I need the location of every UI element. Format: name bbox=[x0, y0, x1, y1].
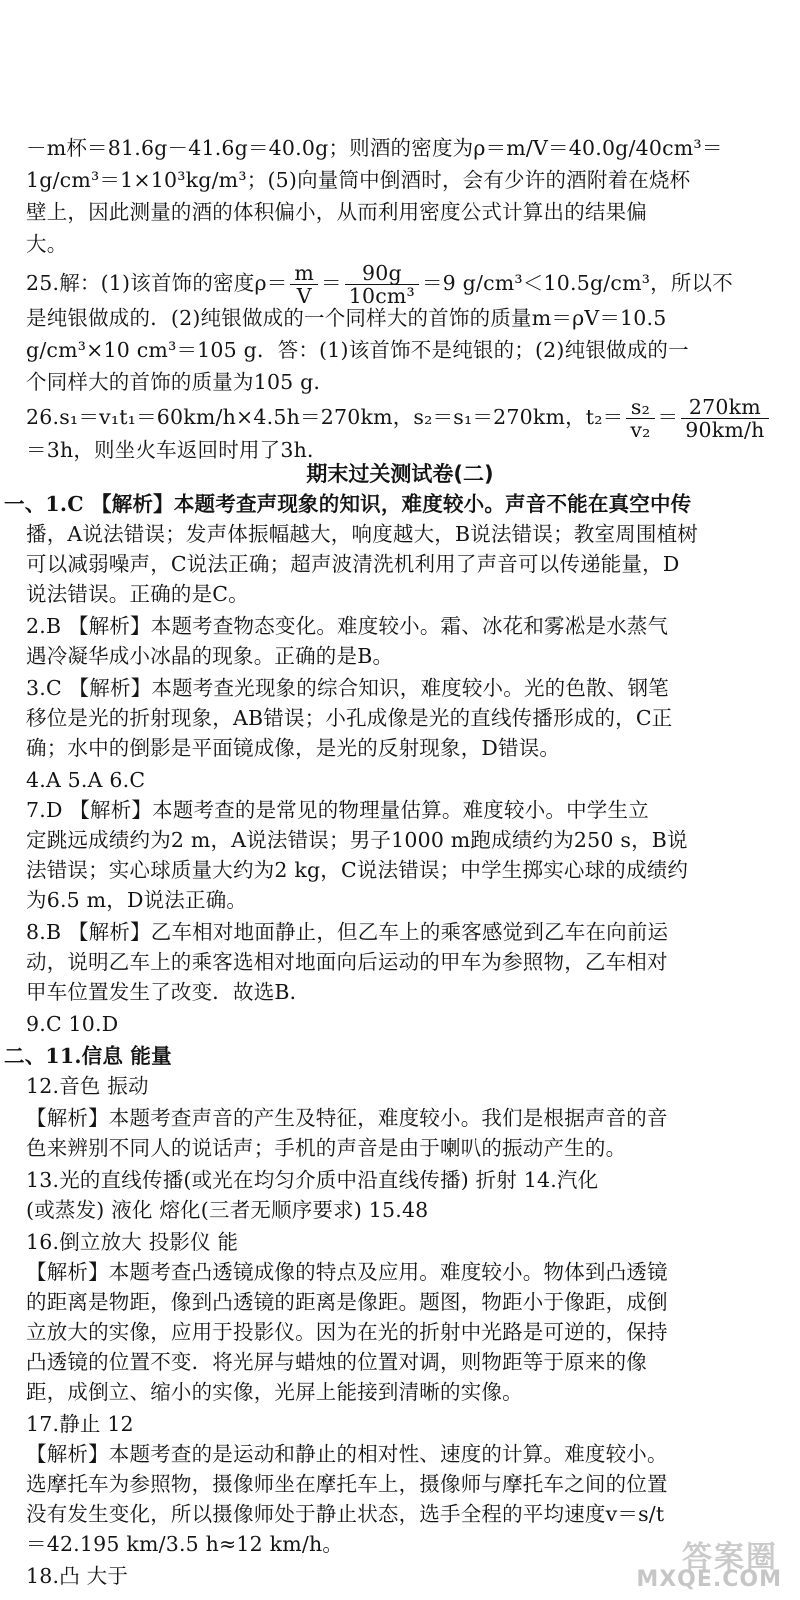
text-line: 播，A说法错误；发声体振幅越大，响度越大，B说法错误；教室周围植树 bbox=[26, 522, 698, 546]
text-line: 遇冷凝华成小冰晶的现象。正确的是B。 bbox=[26, 644, 394, 668]
text-line: 是纯银做成的．(2)纯银做成的一个同样大的首饰的质量m＝ρV＝10.5 bbox=[26, 306, 667, 330]
fraction-numerator: 270km bbox=[681, 396, 768, 419]
text-line: ＝3h，则坐火车返回时用了3h． bbox=[26, 438, 328, 462]
text-line: 12.音色 振动 bbox=[26, 1074, 149, 1098]
text-line: 9.C 10.D bbox=[26, 1012, 119, 1036]
text-line: 的距离是物距，像到凸透镜的距离是像距。题图，物距小于像距，成倒 bbox=[26, 1290, 668, 1314]
text-line: 可以减弱噪声，C说法正确；超声波清洗机利用了声音可以传递能量，D bbox=[26, 552, 680, 576]
text-line: 17.静止 12 bbox=[26, 1412, 134, 1436]
watermark-url: MXQE.COM bbox=[636, 1567, 782, 1592]
text-segment: 26.s₁＝v₁t₁＝60km/h×4.5h＝270km，s₂＝s₁＝270km，t₂＝ bbox=[26, 405, 624, 429]
fraction-denominator: 10cm³ bbox=[348, 284, 415, 308]
text-line: 移位是光的折射现象，AB错误；小孔成像是光的直线传播形成的，C正 bbox=[26, 706, 673, 730]
text-segment: ＝ bbox=[657, 405, 679, 429]
text-line: (或蒸发) 液化 熔化(三者无顺序要求) 15.48 bbox=[26, 1198, 429, 1222]
text-line: 2.B 【解析】本题考查物态变化。难度较小。霜、冰花和雾凇是水蒸气 bbox=[26, 614, 669, 638]
text-line: 没有发生变化，所以摄像师处于静止状态，选手全程的平均速度v＝s/t bbox=[26, 1502, 665, 1526]
fraction-denominator: v₂ bbox=[630, 418, 651, 442]
text-line: 说法错误。正确的是C。 bbox=[26, 582, 249, 606]
text-line: 1g/cm³＝1×10³kg/m³；(5)向量筒中倒酒时，会有少许的酒附着在烧杯 bbox=[26, 168, 691, 192]
text-segment: ＝9 g/cm³＜10.5g/cm³，所以不 bbox=[421, 271, 733, 295]
text-line: 立放大的实像，应用于投影仪。因为在光的折射中光路是可逆的，保持 bbox=[26, 1320, 668, 1344]
text-line: 定跳远成绩约为2 m，A说法错误；男子1000 m跑成绩约为250 s，B说 bbox=[26, 828, 688, 852]
text-line: 【解析】本题考查凸透镜成像的特点及应用。难度较小。物体到凸透镜 bbox=[26, 1260, 668, 1284]
text-segment: ＝ bbox=[321, 271, 342, 295]
text-line: 二、11.信息 能量 bbox=[4, 1044, 172, 1068]
text-line: 13.光的直线传播(或光在均匀介质中沿直线传播) 折射 14.汽化 bbox=[26, 1168, 599, 1192]
text-line: ＝42.195 km/3.5 h≈12 km/h。 bbox=[26, 1532, 344, 1556]
text-line: 距，成倒立、缩小的实像，光屏上能接到清晰的实像。 bbox=[26, 1380, 523, 1404]
text-line: 动，说明乙车上的乘客选相对地面向后运动的甲车为参照物，乙车相对 bbox=[26, 950, 668, 974]
text-line: g/cm³×10 cm³＝105 g．答：(1)该首饰不是纯银的；(2)纯银做成的一 bbox=[26, 338, 689, 362]
text-line: 3.C 【解析】本题考查光现象的综合知识，难度较小。光的色散、钢笔 bbox=[26, 676, 669, 700]
text-line: 7.D 【解析】本题考查的是常见的物理量估算。难度较小。中学生立 bbox=[26, 798, 649, 822]
text-line: 【解析】本题考查的是运动和静止的相对性、速度的计算。难度较小。 bbox=[26, 1442, 668, 1466]
text-line: 为6.5 m，D说法正确。 bbox=[26, 888, 248, 912]
text-line: 凸透镜的位置不变．将光屏与蜡烛的位置对调，则物距等于原来的像 bbox=[26, 1350, 647, 1374]
text-line: 18.凸 大于 bbox=[26, 1564, 129, 1588]
watermark-logo: 答案圈 bbox=[682, 1540, 778, 1575]
text-line: 大。 bbox=[26, 232, 68, 256]
site-watermark bbox=[636, 1532, 786, 1592]
text-line: 4.A 5.A 6.C bbox=[26, 768, 146, 792]
text-line: 个同样大的首饰的质量为105 g． bbox=[26, 370, 335, 394]
fraction-270km-over-90kmh bbox=[681, 396, 768, 441]
fraction-m-over-v bbox=[290, 262, 318, 307]
text-line: 甲车位置发生了改变．故选B． bbox=[26, 980, 311, 1004]
text-line: 16.倒立放大 投影仪 能 bbox=[26, 1230, 239, 1254]
text-line: 【解析】本题考查声音的产生及特征，难度较小。我们是根据声音的音 bbox=[26, 1106, 668, 1130]
text-line: 选摩托车为参照物，摄像师坐在摩托车上，摄像师与摩托车之间的位置 bbox=[26, 1472, 668, 1496]
fraction-denominator: V bbox=[296, 284, 312, 308]
fraction-90g-over-10cm3 bbox=[345, 262, 419, 307]
section-title: 期末过关测试卷(二) bbox=[306, 462, 494, 486]
text-line: 法错误；实心球质量大约为2 kg，C说法错误；中学生掷实心球的成绩约 bbox=[26, 858, 689, 882]
text-line: 确；水中的倒影是平面镜成像，是光的反射现象，D错误。 bbox=[26, 736, 561, 760]
fraction-numerator: s₂ bbox=[626, 396, 654, 419]
answer-25-line bbox=[26, 262, 733, 307]
fraction-numerator: 90g bbox=[345, 262, 419, 285]
fraction-s2-over-v2 bbox=[626, 396, 654, 441]
text-line: 8.B 【解析】乙车相对地面静止，但乙车上的乘客感觉到乙车在向前运 bbox=[26, 920, 669, 944]
fraction-numerator: m bbox=[290, 262, 318, 285]
answer-26-line bbox=[26, 396, 772, 441]
text-line: 一、1.C 【解析】本题考查声现象的知识，难度较小。声音不能在真空中传 bbox=[4, 492, 692, 516]
fraction-denominator: 90km/h bbox=[685, 418, 765, 442]
text-segment: 25.解：(1)该首饰的密度ρ＝ bbox=[26, 271, 288, 295]
text-line: －m杯＝81.6g－41.6g＝40.0g；则酒的密度为ρ＝m/V＝40.0g/40cm³＝ bbox=[26, 136, 723, 160]
text-line: 壁上，因此测量的酒的体积偏小，从而利用密度公式计算出的结果偏 bbox=[26, 200, 647, 224]
text-line: 色来辨别不同人的说话声；手机的声音是由于喇叭的振动产生的。 bbox=[26, 1136, 627, 1160]
